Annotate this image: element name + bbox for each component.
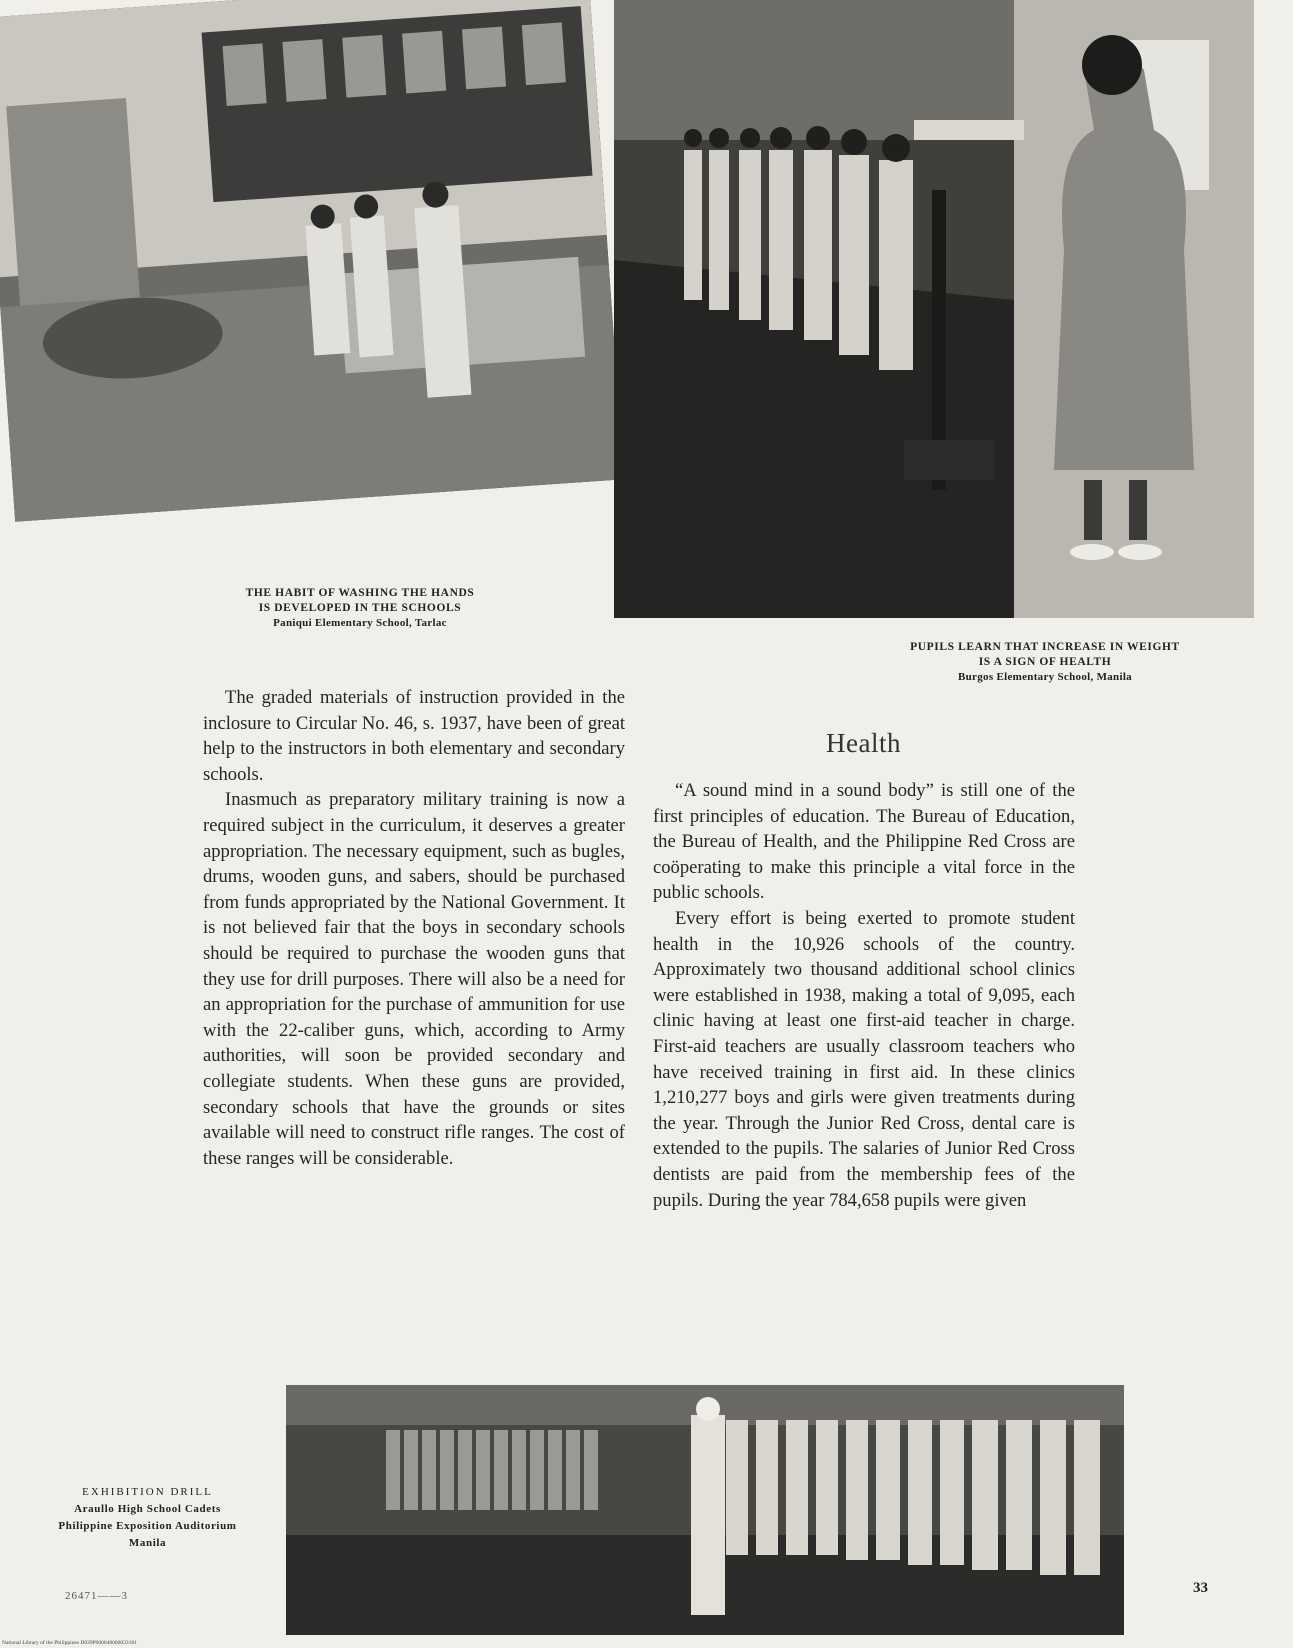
weighing-photo-art [614,0,1254,618]
right-paragraph-2: Every effort is being exerted to promote student health in the 10,926 schools of the country. Approximately two thousand additional school clinics were established in 1938, making a total of 9,095, each clinic having at least one first-aid teacher in charge. First-aid teachers are usually classroom teachers who have received training in first aid. In these clinics 1,210,277 boys and girls were given treatments during the year. Through the Junior Red Cross, dental care is extended to the pupils. The salaries of Junior Red Cross dentists are paid from the membership fees of the pupils. During the year 784,658 pupils were given [653,907,1075,1211]
right-paragraph-1: “A sound mind in a sound body” is still one of the first principles of education. The Bureau of Education, the Bureau of Health, and the Philippine Red Cross are coöperating to make this principle a vital force in the public schools. [653,780,1075,904]
print-code: 26471——3 [65,1590,128,1602]
weighing-caption-line1: PUPILS LEARN THAT INCREASE IN WEIGHT [910,641,1180,653]
handwashing-caption-line1: THE HABIT OF WASHING THE HANDS [245,587,475,599]
drill-caption-title: EXHIBITION DRILL [82,1486,213,1498]
weighing-caption [840,640,1250,685]
handwashing-caption-location: Paniqui Elementary School, Tarlac [273,617,447,629]
handwashing-photo [0,0,624,522]
handwashing-photo-art [0,0,624,522]
drill-caption [10,1484,285,1552]
right-column-text [653,778,1075,1213]
left-column-text [203,685,625,1171]
left-paragraph-1: The graded materials of instruction provided in the inclosure to Circular No. 46, s. 1937, have been of great help to the instructors in both elementary and secondary schools. [203,687,625,785]
left-paragraph-2: Inasmuch as preparatory military training is now a required subject in the curriculum, it deserves a greater appropriation. The necessary equipment, such as bugles, drums, wooden guns, and sabers, should be purchased from funds appropriated by the National Government. It is not believed fair that the boys in secondary schools should be required to purchase the wooden guns that they use for drill purposes. There will also be a need for an appropriation for the purchase of ammunition for use with the 22-caliber guns, which, according to Army authorities, will soon be provided secondary and collegiate students. When these guns are provided, secondary schools that have the grounds or sites available will need to construct rifle ranges. The cost of these ranges will be considerable. [203,789,625,1169]
drill-photo-art [286,1385,1124,1635]
drill-caption-line3: Manila [128,1537,167,1549]
scan-credit: National Library of the Philippines D039P000048000033181 [2,1640,137,1646]
drill-caption-line1: Araullo High School Cadets [74,1503,221,1515]
drill-photo [286,1385,1124,1635]
health-heading: Health [826,728,901,758]
weighing-caption-location: Burgos Elementary School, Manila [958,671,1132,683]
handwashing-caption [190,586,530,631]
drill-caption-line2: Philippine Exposition Auditorium [58,1520,237,1532]
weighing-photo [614,0,1254,618]
weighing-caption-line2: IS A SIGN OF HEALTH [978,656,1112,668]
page-number: 33 [1193,1580,1208,1596]
handwashing-caption-line2: IS DEVELOPED IN THE SCHOOLS [258,602,462,614]
